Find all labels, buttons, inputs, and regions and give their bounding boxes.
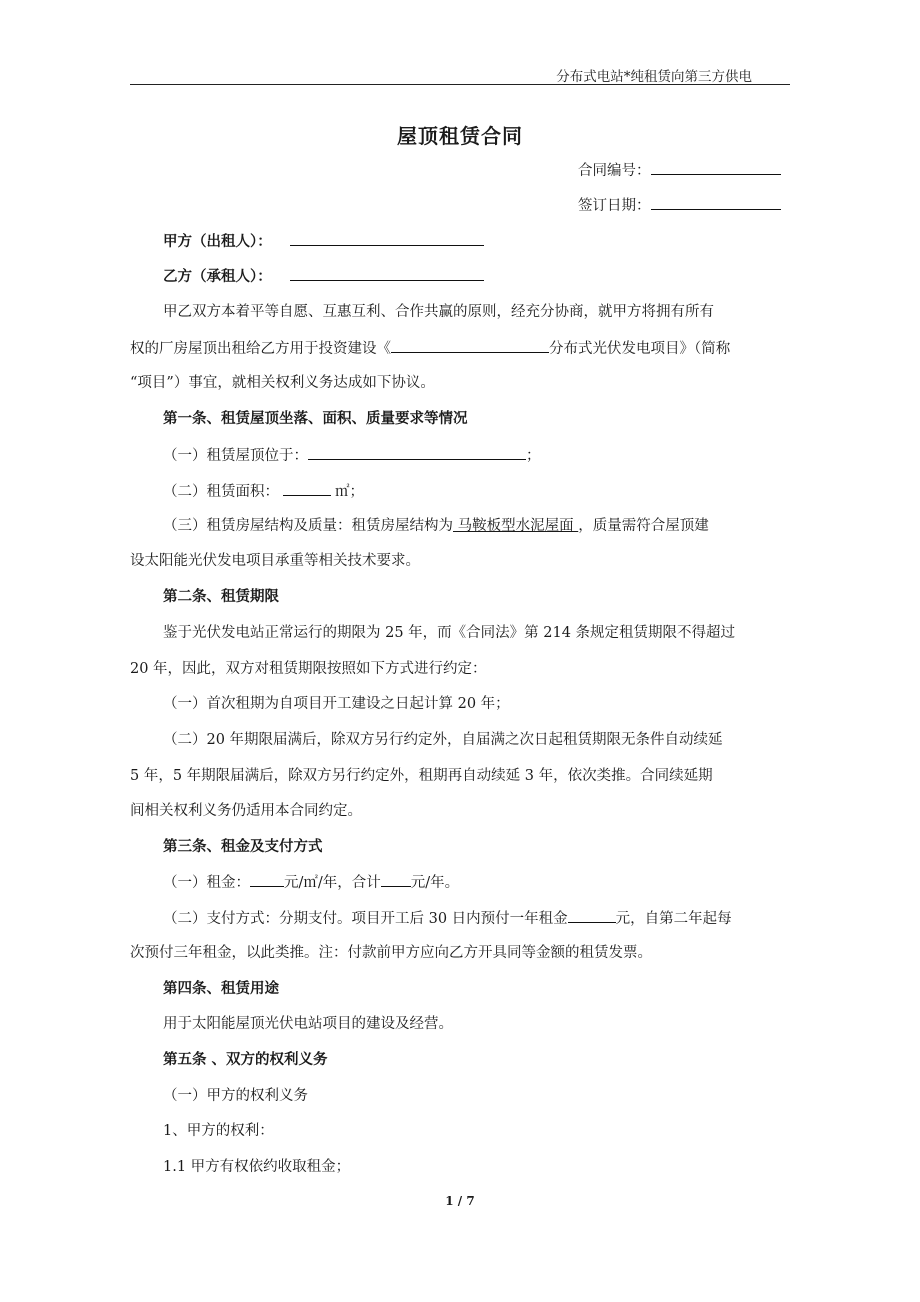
header-rule [130,84,790,85]
page-number: 1 / 7 [445,1194,475,1208]
party-b-row [163,266,484,287]
location-field[interactable] [308,445,526,460]
article-5-sub-1-1: 1、甲方的权利： [163,1123,274,1139]
party-a-row [163,231,484,252]
article-5-sub-1: （一）甲方的权利义务 [163,1088,308,1104]
structure-quality: ，质量需符合屋顶建 [578,518,709,534]
contract-number-field[interactable] [651,160,781,175]
rent-total-field[interactable] [381,872,411,887]
article-5-sub-1-1-1: 1.1 甲方有权依约收取租金； [163,1159,351,1175]
intro-line-2-end: 分布式光伏发电项目》（简称 [549,341,731,357]
intro-line-2 [130,338,730,359]
article-2-heading: 第二条、租赁期限 [163,588,279,605]
sign-date-row [578,195,781,216]
article-4-heading: 第四条、租赁用途 [163,980,279,997]
intro-line-1: 甲乙双方本着平等自愿、互惠互利、合作共赢的原则，经充分协商，就甲方将拥有所有 [163,304,714,320]
sign-date-label: 签订日期： [578,198,651,214]
article-2-item-2-line-1: （二）20 年期限届满后，除双方另行约定外，自届满之次日起租赁期限无条件自动续延 [163,732,723,748]
payment-cont: 元，自第二年起每 [615,911,732,927]
article-3-item-1 [163,872,459,893]
party-b-label: 乙方（承租人）： [163,268,272,285]
sign-date-field[interactable] [651,195,781,210]
area-field[interactable] [283,481,331,496]
party-b-field[interactable] [290,266,484,281]
article-1-item-2 [163,481,364,502]
prepay-amount-field[interactable] [568,908,616,923]
structure-value[interactable]: 马鞍板型水泥屋面 [453,518,579,534]
contract-number-row [578,160,781,181]
location-label: （一）租赁屋顶位于： [163,448,308,464]
payment-label: （二）支付方式：分期支付。项目开工后 30 日内预付一年租金 [163,911,568,927]
location-end: ； [526,448,541,464]
article-2-item-1: （一）首次租期为自项目开工建设之日起计算 20 年； [163,696,510,712]
article-3-item-2-line-2: 次预付三年租金，以此类推。注：付款前甲方应向乙方开具同等金额的租赁发票。 [130,945,652,961]
party-a-label: 甲方（出租人）： [163,233,272,250]
article-3-item-2 [163,908,732,929]
running-header: 分布式电站*纯租赁向第三方供电 [556,69,752,85]
article-5-heading: 第五条 、双方的权利义务 [163,1051,328,1068]
project-name-field[interactable] [391,338,549,353]
article-1-item-3-cont: 设太阳能光伏发电项目承重等相关技术要求。 [130,553,420,569]
article-2-item-2-line-3: 间相关权利义务仍适用本合同约定。 [130,803,362,819]
rent-unit-total: 元/㎡/年，合计 [284,875,381,891]
article-2-p1-line-1: 鉴于光伏发电站正常运行的期限为 25 年，而《合同法》第 214 条规定租赁期限不得超过 [163,625,736,641]
intro-line-3: “项目”）事宜，就相关权利义务达成如下协议。 [130,375,435,391]
rent-total-unit: 元/年。 [410,875,460,891]
article-2-item-2-line-2: 5 年，5 年期限届满后，除双方另行约定外，租期再自动续延 3 年，依次类推。合同续延期 [130,768,713,784]
article-1-heading: 第一条、租赁屋顶坐落、面积、质量要求等情况 [163,410,468,427]
article-2-p1-line-2: 20 年，因此，双方对租赁期限按照如下方式进行约定： [130,661,487,677]
contract-number-label: 合同编号： [578,163,651,179]
rent-label: （一）租金： [163,875,250,891]
structure-label: （三）租赁房屋结构及质量：租赁房屋结构为 [163,518,453,534]
area-label: （二）租赁面积： [163,484,279,500]
article-3-heading: 第三条、租金及支付方式 [163,838,323,855]
rent-per-sqm-field[interactable] [250,872,284,887]
document-title: 屋顶租赁合同 [397,124,523,148]
intro-line-2-start: 权的厂房屋顶出租给乙方用于投资建设《 [130,341,391,357]
article-1-item-3 [163,516,709,536]
area-unit: ㎡； [335,484,364,500]
article-4-text: 用于太阳能屋顶光伏电站项目的建设及经营。 [163,1016,453,1032]
party-a-field[interactable] [290,231,484,246]
article-1-item-1 [163,445,541,466]
